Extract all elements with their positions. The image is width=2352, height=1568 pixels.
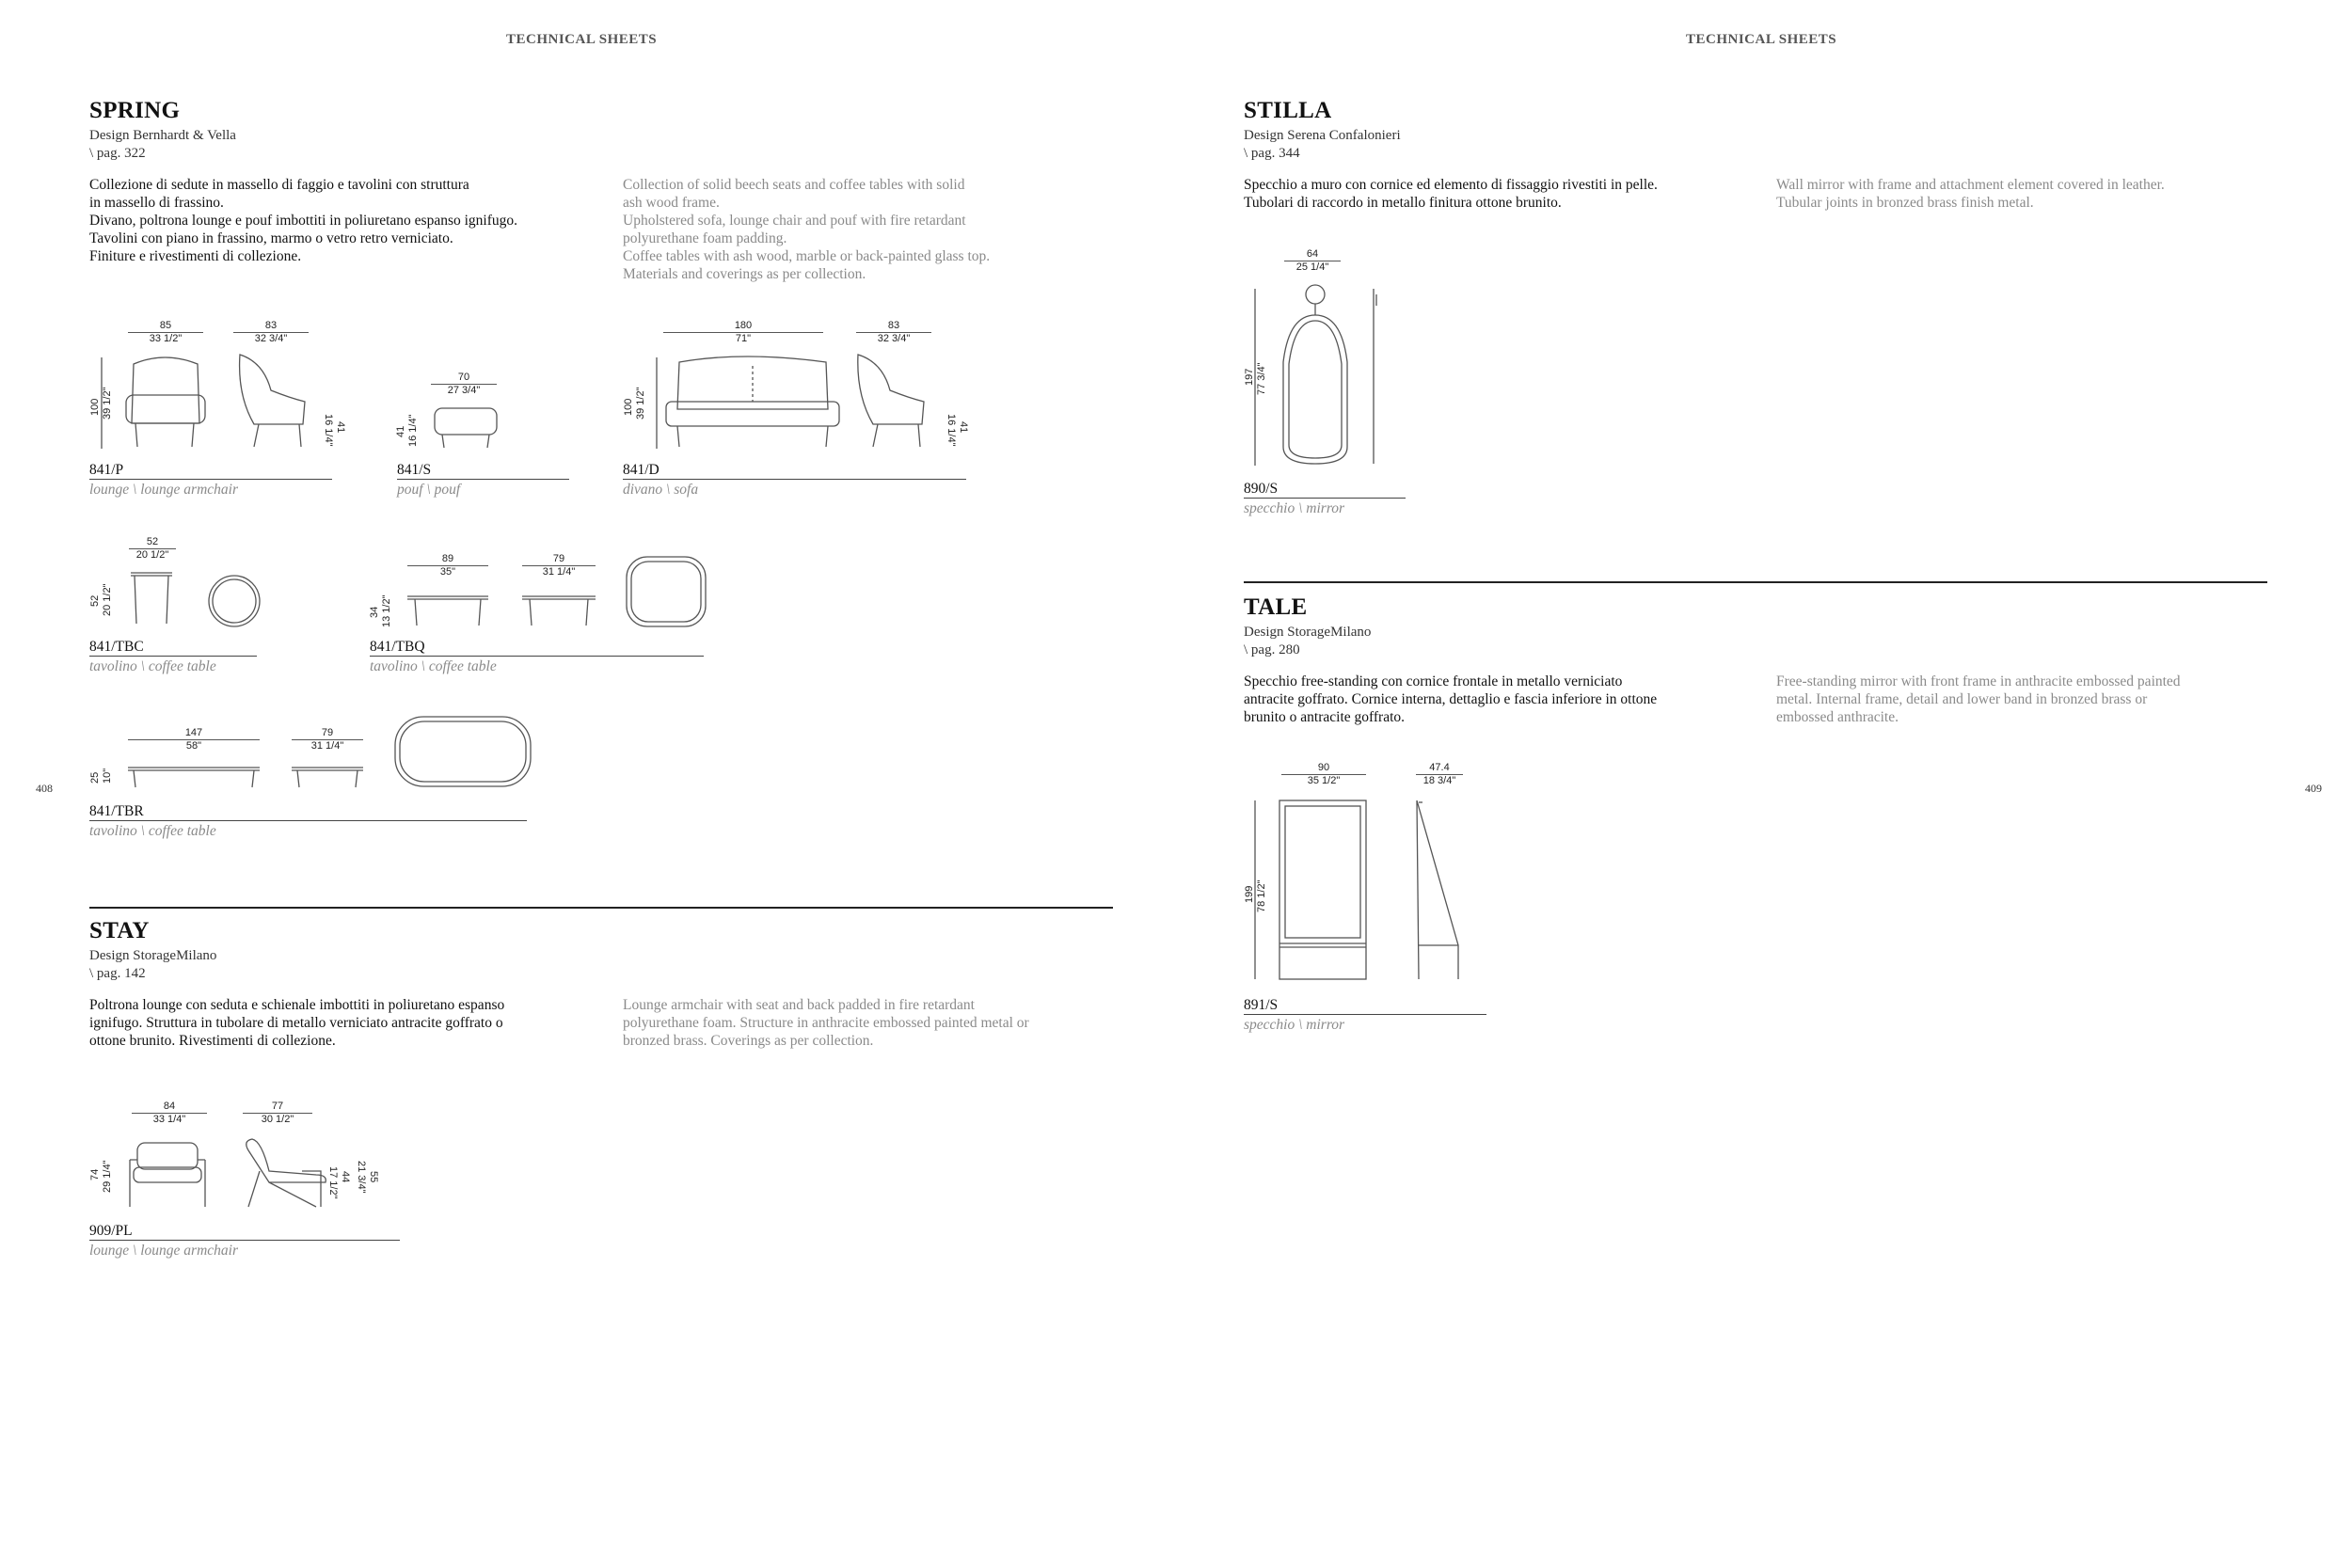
dim-height-value: 34 <box>369 606 380 618</box>
stilla-title: STILLA <box>1244 98 1332 123</box>
dim-depth-inch: 30 1/2" <box>261 1114 294 1125</box>
dim-depth-inch: 32 3/4" <box>877 333 911 344</box>
product-underline <box>370 656 704 657</box>
product-type: tavolino \ coffee table <box>89 658 216 674</box>
mirror-tale-drawing <box>1251 795 1468 983</box>
running-head-left: TECHNICAL SHEETS <box>506 32 658 47</box>
dim-height-value: 25 <box>89 771 101 784</box>
page-number-left: 408 <box>36 782 53 795</box>
dim-arm-value: 55 <box>368 1171 379 1183</box>
stilla-designer: Design Serena Confalonieri <box>1244 128 1401 143</box>
product-code: 841/P <box>89 462 124 478</box>
dim-height-inch: 78 1/2" <box>1256 879 1267 912</box>
dim-width-inch: 20 1/2" <box>135 549 169 561</box>
spring-page-ref[interactable]: \ pag. 322 <box>89 146 146 161</box>
spring-designer: Design Bernhardt & Vella <box>89 128 236 143</box>
dim-seat-inch: 17 1/2" <box>327 1166 339 1199</box>
tale-title: TALE <box>1244 594 1308 620</box>
dim-height-inch: 29 1/4" <box>102 1160 113 1193</box>
dim-width-inch: 35 1/2" <box>1307 775 1341 786</box>
dim-seat-value: 41 <box>335 421 346 434</box>
product-type: specchio \ mirror <box>1244 1017 1345 1033</box>
product-code: 841/S <box>397 462 432 478</box>
product-code: 909/PL <box>89 1223 133 1239</box>
dim-width-inch: 58" <box>185 740 202 752</box>
dim-height-value: 74 <box>89 1168 101 1180</box>
running-head-right: TECHNICAL SHEETS <box>1686 32 1837 47</box>
dim-height-inch: 10" <box>102 768 113 784</box>
dim-depth-inch: 32 3/4" <box>254 333 288 344</box>
dim-height-inch: 39 1/2" <box>635 387 646 420</box>
spring-description-en: Collection of solid beech seats and coffee tables with solid ash wood frame. Upholstered sofa, lounge chair and pouf with fire retardant polyurethane foam padding. Coffee tables with ash wood, marble or back-painted glass top. Materials and coverings as per collection. <box>623 177 991 282</box>
stay-page-ref[interactable]: \ pag. 142 <box>89 966 146 981</box>
product-type: specchio \ mirror <box>1244 500 1345 516</box>
stay-armchair-drawing <box>128 1133 354 1209</box>
product-type: tavolino \ coffee table <box>89 823 216 839</box>
dim-width-value: 89 <box>441 553 454 564</box>
product-code: 841/TBQ <box>370 639 425 655</box>
stay-title: STAY <box>89 918 150 943</box>
dim-height-inch: 77 3/4" <box>1256 362 1267 395</box>
product-code: 841/TBR <box>89 803 144 819</box>
product-underline <box>89 1240 400 1241</box>
stilla-description-it: Specchio a muro con cornice ed elemento di fissaggio rivestiti in pelle. Tubolari di raccordo in metallo finitura ottone brunito. <box>1244 177 1658 211</box>
pouf-drawing <box>431 404 506 451</box>
dim-depth-value: 77 <box>271 1101 284 1112</box>
dim-width-inch: 33 1/2" <box>149 333 183 344</box>
dim-seat-value: 41 <box>958 421 969 434</box>
page-number-right: 409 <box>2305 782 2322 795</box>
sofa-drawing <box>659 343 960 451</box>
dim-height-value: 41 <box>395 425 406 437</box>
stilla-page-ref[interactable]: \ pag. 344 <box>1244 146 1300 161</box>
stilla-description-en: Wall mirror with frame and attachment element covered in leather. Tubular joints in bronzed brass finish metal. <box>1776 177 2165 211</box>
section-divider <box>89 907 1113 909</box>
dim-depth-value: 47.4 <box>1429 762 1450 773</box>
dim-seat-inch: 16 1/4" <box>323 414 334 447</box>
dim-depth-value: 79 <box>552 553 565 564</box>
product-underline <box>1244 1014 1486 1015</box>
dim-height-value: 199 <box>1244 885 1255 903</box>
dim-width-value: 85 <box>159 320 172 331</box>
dim-height-value: 52 <box>89 594 101 607</box>
stay-description-en: Lounge armchair with seat and back padded in fire retardant polyurethane foam. Structure in anthracite embossed painted metal or bronzed brass. Coverings as per collection. <box>623 997 1029 1049</box>
product-underline <box>623 479 966 480</box>
dim-seat-inch: 16 1/4" <box>946 414 957 447</box>
dim-width-inch: 25 1/4" <box>1295 261 1329 273</box>
dim-depth-inch: 31 1/4" <box>542 566 576 578</box>
coffee-table-square-drawing <box>407 555 708 635</box>
dim-width-inch: 27 3/4" <box>447 385 481 396</box>
product-underline <box>89 656 257 657</box>
dim-depth-value: 79 <box>321 727 334 738</box>
dim-width-value: 52 <box>146 536 159 547</box>
dim-width-inch: 71" <box>735 333 752 344</box>
product-underline <box>89 820 527 821</box>
dim-arm-inch: 21 3/4" <box>356 1161 367 1194</box>
armchair-drawing <box>122 343 339 451</box>
dim-depth-inch: 18 3/4" <box>1422 775 1456 786</box>
tale-description-it: Specchio free-standing con cornice frontale in metallo verniciato antracite goffrato. Cornice interna, dettaglio e fascia inferiore in ottone brunito o antracite goffrato. <box>1244 673 1658 725</box>
dim-depth-inch: 31 1/4" <box>310 740 344 752</box>
product-code: 891/S <box>1244 997 1279 1013</box>
spring-title: SPRING <box>89 98 181 123</box>
dim-height-inch: 16 1/4" <box>407 414 419 447</box>
product-underline <box>89 479 332 480</box>
mirror-stilla-drawing <box>1251 277 1383 475</box>
dim-height-inch: 39 1/2" <box>102 387 113 420</box>
dim-height-value: 100 <box>89 398 101 416</box>
product-type: tavolino \ coffee table <box>370 658 497 674</box>
dim-width-value: 70 <box>457 372 470 383</box>
tale-page-ref[interactable]: \ pag. 280 <box>1244 642 1300 657</box>
coffee-table-rectangular-drawing <box>128 715 534 790</box>
dim-height-inch: 20 1/2" <box>102 583 113 616</box>
dim-height-value: 197 <box>1244 368 1255 386</box>
product-type: lounge \ lounge armchair <box>89 1243 238 1259</box>
tale-designer: Design StorageMilano <box>1244 625 1372 640</box>
product-underline <box>1244 498 1406 499</box>
spring-description-it: Collezione di sedute in massello di faggio e tavolini con struttura in massello di frassino. Divano, poltrona lounge e pouf imbottiti in poliuretano espanso ignifugo. Tavolini con piano in frassino, marmo o vetro retro verniciato. Finiture e rivestimenti di collezione. <box>89 177 518 264</box>
dim-seat-value: 44 <box>340 1171 351 1183</box>
dim-width-value: 90 <box>1317 762 1330 773</box>
stay-designer: Design StorageMilano <box>89 948 217 963</box>
section-divider <box>1244 581 2267 583</box>
dim-depth-value: 83 <box>264 320 278 331</box>
product-type: divano \ sofa <box>623 482 699 498</box>
product-underline <box>397 479 569 480</box>
coffee-table-round-drawing <box>129 569 270 627</box>
dim-width-inch: 33 1/4" <box>152 1114 186 1125</box>
dim-width-value: 147 <box>184 727 203 738</box>
dim-width-value: 64 <box>1306 248 1319 260</box>
product-code: 841/TBC <box>89 639 144 655</box>
product-type: lounge \ lounge armchair <box>89 482 238 498</box>
dim-width-inch: 35" <box>439 566 456 578</box>
stay-description-it: Poltrona lounge con seduta e schienale imbottiti in poliuretano espanso ignifugo. Struttura in tubolare di metallo verniciato antracite goffrato o ottone brunito. Rivestimenti di collezione. <box>89 997 505 1049</box>
product-code: 841/D <box>623 462 660 478</box>
dim-depth-value: 83 <box>887 320 900 331</box>
dim-width-value: 84 <box>163 1101 176 1112</box>
tale-description-en: Free-standing mirror with front frame in anthracite embossed painted metal. Internal frame, detail and lower band in bronzed brass or embossed anthracite. <box>1776 673 2181 725</box>
dim-width-value: 180 <box>734 320 753 331</box>
dim-height-inch: 13 1/2" <box>381 594 392 627</box>
dim-height-value: 100 <box>623 398 634 416</box>
product-code: 890/S <box>1244 481 1279 497</box>
product-type: pouf \ pouf <box>397 482 461 498</box>
